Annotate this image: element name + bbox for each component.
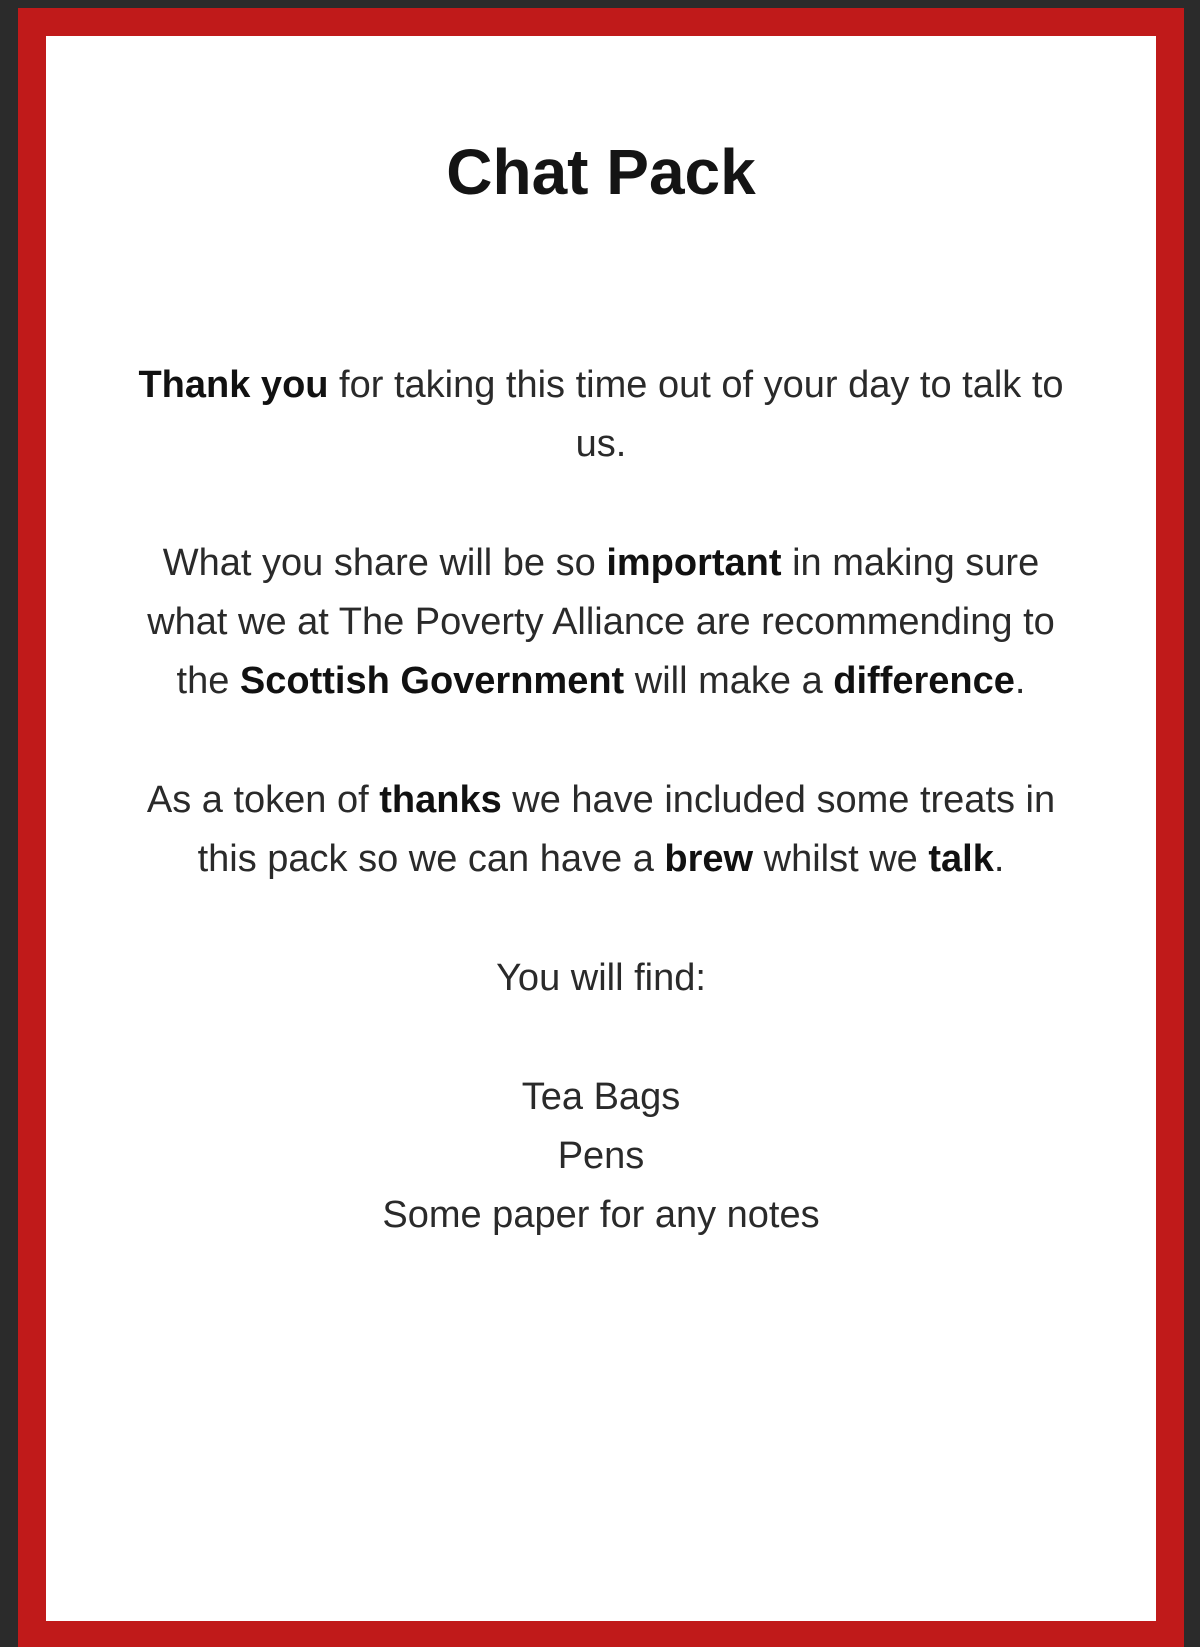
document-page [46, 36, 1156, 1621]
emphasis-difference: difference [833, 660, 1015, 702]
emphasis-important: important [606, 542, 782, 584]
emphasis-scottish-government: Scottish Government [239, 660, 625, 702]
emphasis-talk: talk [928, 838, 994, 880]
red-border-frame [18, 8, 1184, 1647]
emphasis-thank-you: Thank you [138, 364, 329, 406]
list-item: Some paper for any notes [382, 1194, 820, 1236]
emphasis-brew: brew [664, 838, 754, 880]
importance-paragraph: What you share will be so important in making sure what we at The Poverty Alliance are recommending to the Scottish Government will make a difference. [147, 542, 1055, 702]
page-title: Chat Pack [446, 136, 756, 208]
thank-you-paragraph: Thank you for taking this time out of your day to talk to us. [138, 364, 1064, 465]
document-body [136, 356, 1066, 1245]
you-will-find-paragraph: You will find: [496, 957, 706, 999]
thanks-paragraph: As a token of thanks we have included some treats in this pack so we can have a brew whilst we talk. [146, 779, 1056, 880]
list-item: Pens [557, 1135, 645, 1177]
emphasis-thanks: thanks [379, 779, 502, 821]
pack-items-list [136, 1068, 1066, 1245]
list-item: Tea Bags [521, 1076, 681, 1118]
right-edge-bar [1186, 0, 1200, 1647]
